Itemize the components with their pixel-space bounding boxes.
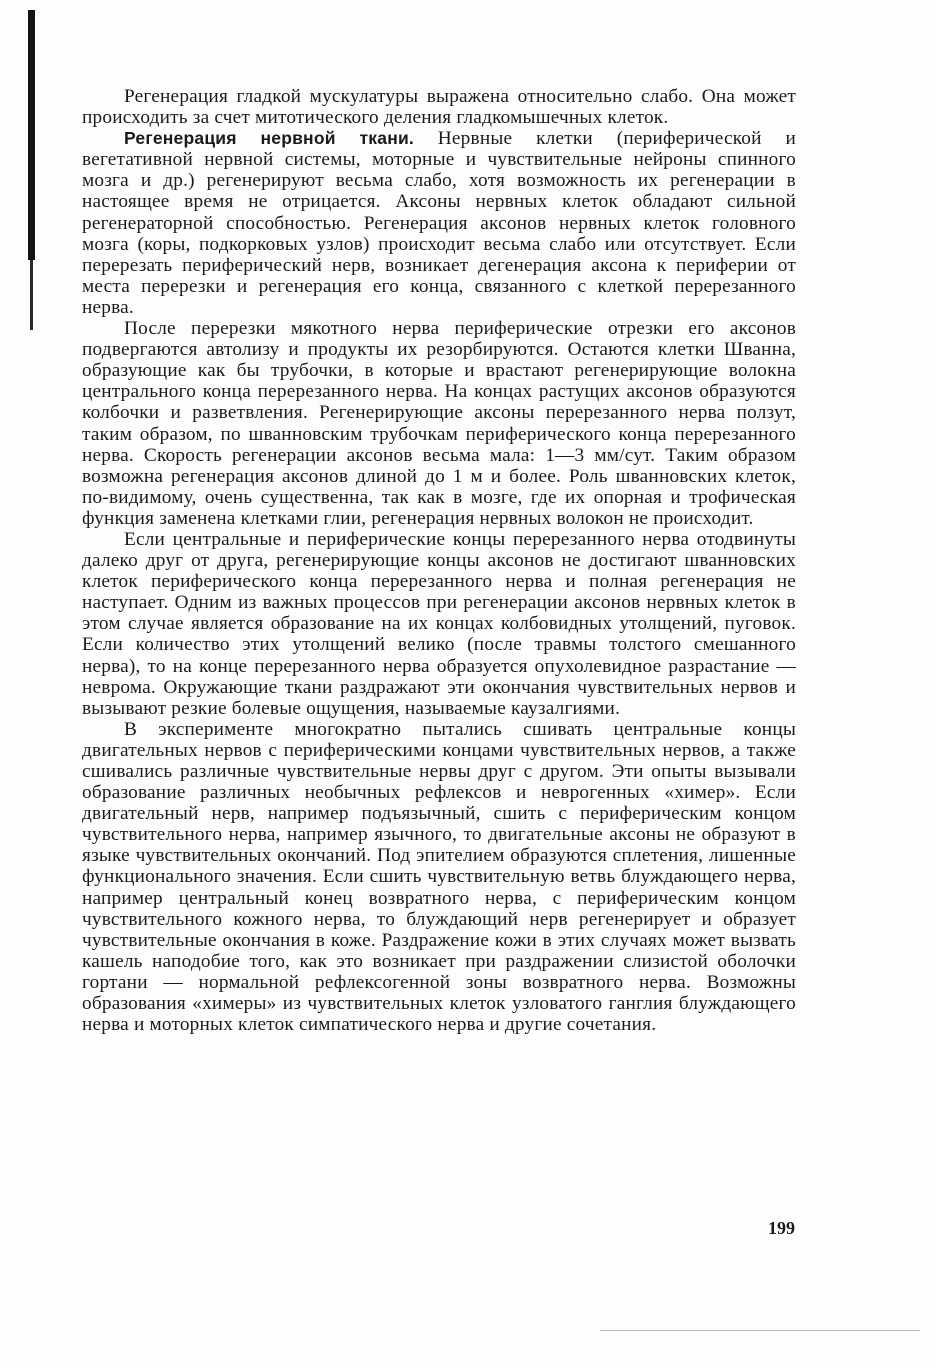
paragraph-axon-regeneration: После перерезки мякотного нерва периферические отрезки его аксонов подвергаются автолизу и продукты их резорбируются. Остаются клетки Шванна, образующие как бы трубочки, в которые и врастают регенерирующие волокна центрального конца перерезанного нерва. На концах растущих аксонов образуются колбочки и разветвления. Регенерирующие аксоны перерезанного нерва ползут, таким образом, по шванновским трубочкам периферического конца перерезанного нерва. Скорость регенерации аксонов весьма мала: 1—3 мм/сут. Таким образом возможна регенерация аксонов длиной до 1 м и более. Роль шванновских клеток, по-видимому, очень существенна, так как в мозге, где их опорная и трофическая функция заменена клетками глии, регенерация нервных волокон не происходит. xyxy=(82,318,796,529)
paragraph-experiments: В эксперименте многократно пытались сшивать центральные концы двигательных нервов с периферическими концами чувствительных нервов, а также сшивались различные чувствительные нервы друг с другом. Эти опыты вызывали образование различных необычных рефлексов и неврогенных «химер». Если двигательный нерв, например подъязычный, сшить с периферическим концом чувствительного нерва, например язычного, то двигательные аксоны не образуют в языке чувствительных окончаний. Под эпителием образуются сплетения, лишенные функционального значения. Если сшить чувствительную ветвь блуждающего нерва, например центральный конец возвратного нерва, с периферическим концом чувствительного кожного нерва, то блуждающий нерв регенерирует и образует чувствительные окончания в коже. Раздражение кожи в этих случаях может вызвать кашель наподобие того, как это возникает при раздражении слизистой оболочки гортани — нормальной рефлексогенной зоны возвратного нерва. Возможны образования «химеры» из чувствительных клеток узловатого ганглия блуждающего нерва и моторных клеток симпатического нерва и другие сочетания. xyxy=(82,718,796,1036)
section-heading: Регенерация нервной ткани. xyxy=(124,128,414,149)
binding-shadow xyxy=(28,10,35,260)
page-body xyxy=(82,86,796,1035)
page-number: 199 xyxy=(768,1218,795,1238)
paragraph-smooth-muscle: Регенерация гладкой мускулатуры выражена относительно слабо. Она может происходить за счет митотического деления гладкомышечных клеток. xyxy=(82,86,796,129)
paragraph-neuroma: Если центральные и периферические концы перерезанного нерва отодвинуты далеко друг от друга, регенерирующие концы аксонов не достигают шванновских клеток периферического конца перерезанного нерва и полная регенерация не наступает. Одним из важных процессов при регенерации аксонов нервных клеток в этом случае является образование на их концах колбовидных утолщений, пуговок. Если количество этих утолщений велико (после травмы толстого смешанного нерва), то на конце перерезанного нерва образуется опухолевидное разрастание — неврома. Окружающие ткани раздражают эти окончания чувствительных нервов и вызывают резкие болевые ощущения, называемые каузалгиями. xyxy=(82,528,796,719)
binding-shadow-lower xyxy=(30,260,33,330)
page-edge-line xyxy=(600,1330,920,1331)
paragraph-nerve-tissue-body: Нервные клетки (периферической и вегетативной нервной системы, моторные и чувствительные нейроны спинного мозга и др.) регенерируют весьма слабо, хотя возможность их регенерации в настоящее время не отрицается. Аксоны нервных клеток обладают сильной регенераторной способностью. Регенерация аксонов нервных клеток головного мозга (коры, подкорковых узлов) происходит весьма слабо или отсутствует. Если перерезать периферический нерв, возникает дегенерация аксона к периферии от места перерезки и регенерация его конца, связанного с клеткой перерезанного нерва. xyxy=(82,128,796,318)
paragraph-nerve-tissue xyxy=(82,128,796,318)
